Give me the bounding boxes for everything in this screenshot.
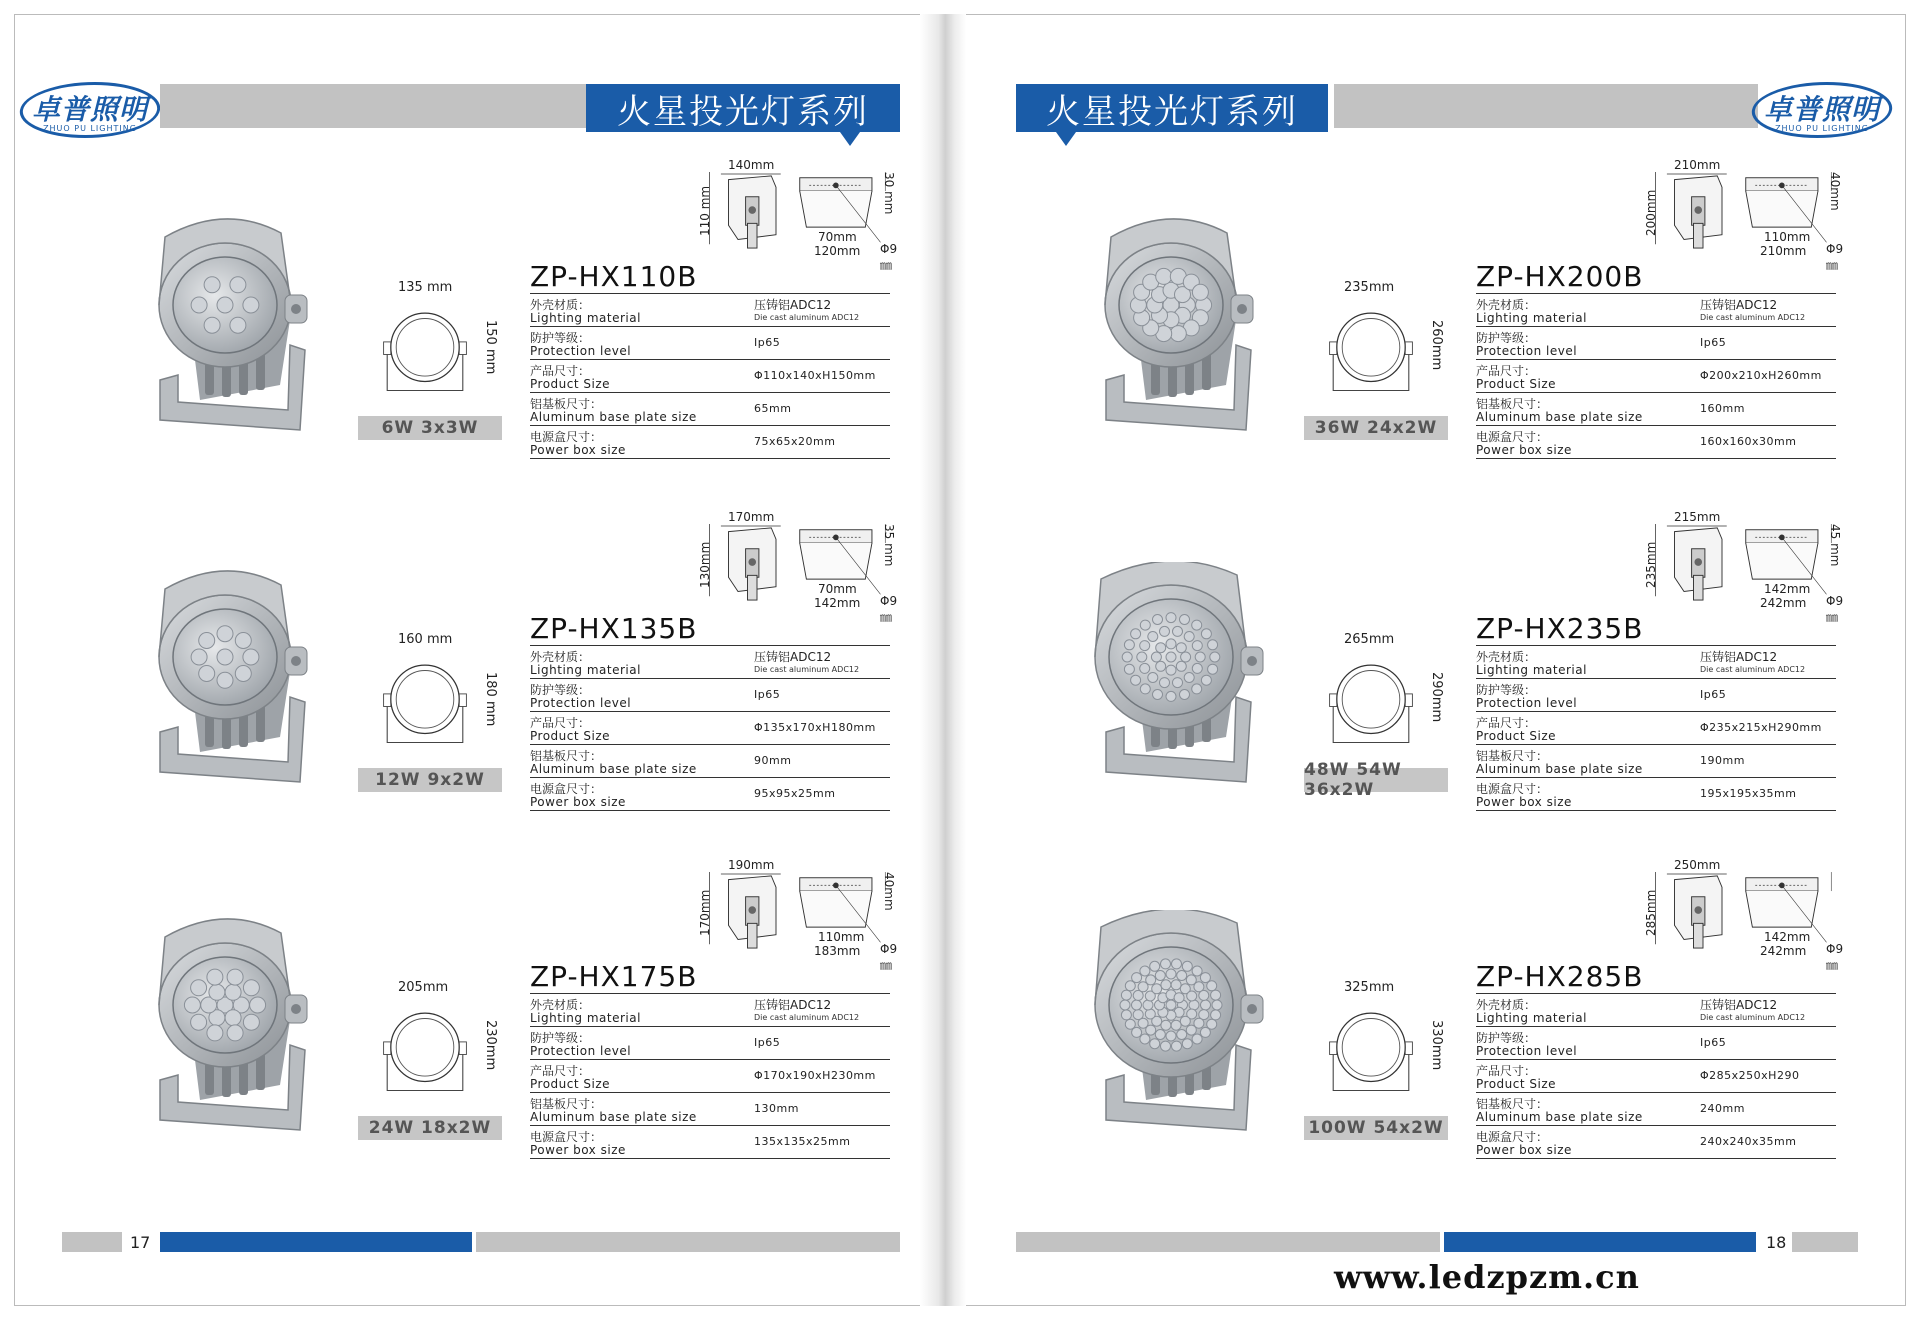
footer-bar-left-blue: [160, 1232, 472, 1252]
product-model: ZP-HX235B: [1476, 612, 1644, 645]
spec-value: 压铸铝ADC12: [754, 998, 832, 1012]
side-bottom-dim-label-2: 142mm: [814, 596, 861, 610]
side-view-drawing: [698, 858, 900, 972]
spec-row: [530, 1060, 890, 1093]
spec-value: 160mm: [1700, 402, 1745, 415]
spec-label-cn: 防护等级：: [1476, 683, 1537, 697]
front-width-label: 325mm: [1344, 980, 1395, 995]
spec-label-en: Aluminum base plate size: [530, 762, 697, 776]
mounting-hole-label: Φ9㎜: [880, 942, 898, 972]
side-bottom-dim-label: 110mm: [818, 930, 865, 944]
spec-value: Ip65: [1700, 688, 1727, 701]
side-bottom-dim-label: 142mm: [1764, 930, 1811, 944]
mounting-hole-label: Φ9㎜: [880, 594, 898, 624]
footer-bar-left-gray2: [476, 1232, 900, 1252]
footer-bar-right-gray2: [1792, 1232, 1858, 1252]
product-model: ZP-HX135B: [530, 612, 698, 645]
wattage-badge: 100W 54x2W: [1304, 1116, 1448, 1140]
spec-value: Φ235x215xH290mm: [1700, 721, 1822, 734]
header-bar-right: [1334, 84, 1758, 128]
spec-value: 压铸铝ADC12: [1700, 998, 1778, 1012]
side-view-drawing: [1644, 858, 1846, 972]
spec-value-en: Die cast aluminum ADC12: [754, 1013, 860, 1022]
spec-value: Ip65: [1700, 1036, 1727, 1049]
spec-table: [1476, 293, 1836, 459]
spec-label-en: Protection level: [530, 696, 632, 710]
spec-label-cn: 产品尺寸：: [1476, 716, 1537, 730]
spec-label-en: Protection level: [530, 1044, 632, 1058]
spec-row: [1476, 327, 1836, 360]
spec-row: [530, 426, 890, 459]
spec-value: Ip65: [754, 688, 781, 701]
spec-label-en: Aluminum base plate size: [1476, 410, 1643, 424]
side-left-dim-label: 130mm: [698, 541, 712, 588]
spec-row: [530, 679, 890, 712]
spec-table: [1476, 645, 1836, 811]
spec-value: 160x160x30mm: [1700, 435, 1797, 448]
product-block: [130, 502, 1030, 842]
spec-row: [1476, 778, 1836, 811]
spec-row: [1476, 745, 1836, 778]
spec-label-cn: 铝基板尺寸：: [530, 749, 603, 763]
side-bottom-dim-label: 142mm: [1764, 582, 1811, 596]
spec-label-en: Protection level: [530, 344, 632, 358]
spec-label-en: Aluminum base plate size: [1476, 762, 1643, 776]
mounting-hole-label: Φ9㎜: [880, 242, 898, 272]
spec-row: [530, 1126, 890, 1159]
spec-row: [530, 327, 890, 360]
product-block: [130, 150, 1030, 490]
wattage-badge: 48W 54W 36x2W: [1304, 768, 1448, 792]
spec-label-en: Product Size: [1476, 1077, 1557, 1091]
spec-value: 240mm: [1700, 1102, 1745, 1115]
spec-label-en: Power box size: [1476, 795, 1572, 809]
side-top-dim-label: 170mm: [728, 510, 775, 524]
spec-row: [530, 393, 890, 426]
floodlight-product-photo: [1076, 910, 1296, 1140]
spec-row: [1476, 646, 1836, 679]
spec-label-en: Protection level: [1476, 696, 1578, 710]
spec-label-en: Power box size: [530, 443, 626, 457]
spec-label-cn: 电源盒尺寸：: [530, 1130, 603, 1144]
front-height-label: 260mm: [1429, 320, 1444, 371]
side-bottom-dim-label: 70mm: [818, 582, 857, 596]
front-height-label: 180 mm: [483, 672, 498, 727]
mounting-hole-label: Φ9㎜: [1826, 242, 1844, 272]
spec-label-en: Lighting material: [530, 311, 641, 325]
product-model: ZP-HX285B: [1476, 960, 1644, 993]
spec-label-cn: 防护等级：: [530, 331, 591, 345]
spec-value: 135x135x25mm: [754, 1135, 851, 1148]
spec-row: [1476, 1126, 1836, 1159]
spec-label-en: Power box size: [1476, 1143, 1572, 1157]
spec-label-en: Aluminum base plate size: [1476, 1110, 1643, 1124]
spec-label-cn: 防护等级：: [1476, 331, 1537, 345]
website-url: www.ledzpzm.cn: [1334, 1258, 1640, 1296]
spec-value: 压铸铝ADC12: [754, 298, 832, 312]
page-number-left: 17: [130, 1233, 151, 1252]
spec-label-cn: 外壳材质：: [1476, 650, 1537, 664]
front-view-drawing: [370, 632, 500, 762]
spec-table: [1476, 993, 1836, 1159]
spec-row: [1476, 393, 1836, 426]
spec-value: 90mm: [754, 754, 792, 767]
side-left-dim-label: 285mm: [1644, 889, 1658, 936]
spec-label-cn: 产品尺寸：: [530, 364, 591, 378]
front-width-label: 205mm: [398, 980, 449, 995]
spec-table: [530, 993, 890, 1159]
spec-value: 75x65x20mm: [754, 435, 836, 448]
front-width-label: 235mm: [1344, 280, 1395, 295]
spec-label-en: Product Size: [1476, 377, 1557, 391]
spec-row: [530, 294, 890, 327]
spec-row: [1476, 1027, 1836, 1060]
spec-value: Φ170x190xH230mm: [754, 1069, 876, 1082]
front-view-drawing: [370, 980, 500, 1110]
side-view-drawing: [1644, 158, 1846, 272]
spec-label-en: Lighting material: [1476, 663, 1587, 677]
product-block: [130, 850, 1030, 1190]
spec-label-en: Product Size: [530, 729, 611, 743]
floodlight-product-photo: [130, 562, 350, 792]
side-left-dim-label: 235mm: [1644, 541, 1658, 588]
spec-row: [530, 1027, 890, 1060]
front-view-drawing: [1316, 632, 1446, 762]
series-title-tab-left: [586, 84, 900, 132]
side-left-dim-label: 170mm: [698, 889, 712, 936]
brand-name-en: ZHUO PU LIGHTING: [1775, 123, 1869, 133]
spec-row: [1476, 294, 1836, 327]
side-bottom-dim-label-2: 242mm: [1760, 944, 1807, 958]
product-block: [1076, 850, 1920, 1190]
spec-row: [1476, 1093, 1836, 1126]
side-top-dim-label: 215mm: [1674, 510, 1721, 524]
side-bottom-dim-label-2: 183mm: [814, 944, 861, 958]
spec-label-cn: 外壳材质：: [530, 298, 591, 312]
side-left-dim-label: 110 mm: [698, 185, 712, 236]
product-model: ZP-HX175B: [530, 960, 698, 993]
floodlight-product-photo: [130, 910, 350, 1140]
spec-value: Φ200x210xH260mm: [1700, 369, 1822, 382]
spec-label-en: Power box size: [1476, 443, 1572, 457]
spec-value-en: Die cast aluminum ADC12: [1700, 665, 1806, 674]
spec-label-cn: 防护等级：: [1476, 1031, 1537, 1045]
spec-label-en: Power box size: [530, 795, 626, 809]
spec-label-cn: 外壳材质：: [1476, 298, 1537, 312]
footer-bar-right-blue: [1444, 1232, 1756, 1252]
front-height-label: 290mm: [1429, 672, 1444, 723]
spec-label-en: Lighting material: [530, 663, 641, 677]
spec-row: [530, 646, 890, 679]
spec-label-en: Power box size: [530, 1143, 626, 1157]
spec-label-en: Aluminum base plate size: [530, 410, 697, 424]
spec-row: [1476, 360, 1836, 393]
spec-row: [1476, 712, 1836, 745]
spec-table: [530, 293, 890, 459]
footer-bar-right-gray: [1016, 1232, 1440, 1252]
side-view-drawing: [698, 510, 900, 624]
spec-value: Φ285x250xH290: [1700, 1069, 1800, 1082]
spec-value: Ip65: [1700, 336, 1727, 349]
spec-label-en: Product Size: [530, 1077, 611, 1091]
brand-name-en: ZHUO PU LIGHTING: [43, 123, 137, 133]
front-width-label: 135 mm: [398, 280, 453, 295]
spec-label-en: Lighting material: [530, 1011, 641, 1025]
spec-label-cn: 铝基板尺寸：: [1476, 397, 1549, 411]
side-bottom-dim-label: 110mm: [1764, 230, 1811, 244]
spec-row: [530, 360, 890, 393]
spec-row: [1476, 679, 1836, 712]
side-view-drawing: [698, 158, 900, 272]
spec-label-cn: 产品尺寸：: [530, 716, 591, 730]
spec-label-cn: 外壳材质：: [530, 650, 591, 664]
front-view-drawing: [1316, 280, 1446, 410]
footer-bar-left-gray: [62, 1232, 122, 1252]
spec-label-cn: 铝基板尺寸：: [1476, 749, 1549, 763]
spec-label-en: Protection level: [1476, 1044, 1578, 1058]
spec-label-en: Lighting material: [1476, 1011, 1587, 1025]
series-title: 火星投光灯系列: [1046, 91, 1298, 132]
spec-value: 压铸铝ADC12: [1700, 298, 1778, 312]
product-model: ZP-HX110B: [530, 260, 698, 293]
spec-table: [530, 645, 890, 811]
side-bottom-dim-label-2: 210mm: [1760, 244, 1807, 258]
spec-value-en: Die cast aluminum ADC12: [1700, 313, 1806, 322]
spec-value: Ip65: [754, 1036, 781, 1049]
spec-value: 195x195x35mm: [1700, 787, 1797, 800]
wattage-badge: 12W 9x2W: [358, 768, 502, 792]
spec-row: [530, 745, 890, 778]
spec-label-en: Protection level: [1476, 344, 1578, 358]
spec-row: [530, 994, 890, 1027]
spec-value: 240x240x35mm: [1700, 1135, 1797, 1148]
side-top-dim-label: 250mm: [1674, 858, 1721, 872]
series-title-tab-right: [1016, 84, 1328, 132]
front-height-label: 330mm: [1429, 1020, 1444, 1071]
header-bar-left: [160, 84, 590, 128]
spec-label-cn: 电源盒尺寸：: [1476, 430, 1549, 444]
spec-label-cn: 产品尺寸：: [530, 1064, 591, 1078]
spec-value: Ip65: [754, 336, 781, 349]
spec-value-en: Die cast aluminum ADC12: [1700, 1013, 1806, 1022]
spec-value: 压铸铝ADC12: [1700, 650, 1778, 664]
spec-label-cn: 外壳材质：: [530, 998, 591, 1012]
spec-value: 130mm: [754, 1102, 799, 1115]
side-right-dim-label: 45 mm: [1828, 524, 1842, 567]
front-height-label: 150 mm: [483, 320, 498, 375]
spec-label-cn: 铝基板尺寸：: [530, 397, 603, 411]
wattage-badge: 36W 24x2W: [1304, 416, 1448, 440]
side-bottom-dim-label-2: 242mm: [1760, 596, 1807, 610]
spec-value: Φ135x170xH180mm: [754, 721, 876, 734]
side-right-dim-label: 30 mm: [882, 172, 896, 215]
spec-label-cn: 电源盒尺寸：: [1476, 782, 1549, 796]
spec-row: [530, 778, 890, 811]
side-right-dim-label: 35 mm: [882, 524, 896, 567]
mounting-hole-label: Φ9㎜: [1826, 942, 1844, 972]
spec-row: [530, 712, 890, 745]
spec-row: [530, 1093, 890, 1126]
spec-row: [1476, 426, 1836, 459]
side-top-dim-label: 210mm: [1674, 158, 1721, 172]
front-height-label: 230mm: [483, 1020, 498, 1071]
spec-row: [1476, 1060, 1836, 1093]
front-view-drawing: [370, 280, 500, 410]
wattage-badge: 6W 3x3W: [358, 416, 502, 440]
page-number-right: 18: [1766, 1233, 1787, 1252]
spec-value-en: Die cast aluminum ADC12: [754, 665, 860, 674]
series-title: 火星投光灯系列: [617, 91, 869, 132]
brand-name-cn: 卓普照明: [1763, 92, 1880, 126]
floodlight-product-photo: [130, 210, 350, 440]
product-block: [1076, 502, 1920, 842]
spec-label-cn: 外壳材质：: [1476, 998, 1537, 1012]
product-model: ZP-HX200B: [1476, 260, 1644, 293]
spec-value: Φ110x140xH150mm: [754, 369, 876, 382]
spec-label-cn: 铝基板尺寸：: [1476, 1097, 1549, 1111]
spec-value: 压铸铝ADC12: [754, 650, 832, 664]
brand-logo-left: [20, 82, 160, 138]
spec-label-cn: 电源盒尺寸：: [530, 782, 603, 796]
spec-value: 190mm: [1700, 754, 1745, 767]
spec-label-cn: 产品尺寸：: [1476, 364, 1537, 378]
brand-name-cn: 卓普照明: [31, 92, 148, 126]
spec-label-cn: 铝基板尺寸：: [530, 1097, 603, 1111]
floodlight-product-photo: [1076, 210, 1296, 440]
side-right-dim-label: 40mm: [882, 872, 896, 911]
spec-row: [1476, 994, 1836, 1027]
brand-logo-right: [1752, 82, 1892, 138]
spec-label-cn: 产品尺寸：: [1476, 1064, 1537, 1078]
spec-value-en: Die cast aluminum ADC12: [754, 313, 860, 322]
side-top-dim-label: 140mm: [728, 158, 775, 172]
side-left-dim-label: 200mm: [1644, 189, 1658, 236]
spec-value: 65mm: [754, 402, 792, 415]
spec-label-en: Aluminum base plate size: [530, 1110, 697, 1124]
side-bottom-dim-label-2: 120mm: [814, 244, 861, 258]
product-block: [1076, 150, 1920, 490]
spec-label-en: Product Size: [1476, 729, 1557, 743]
mounting-hole-label: Φ9㎜: [1826, 594, 1844, 624]
spec-value: 95x95x25mm: [754, 787, 836, 800]
side-right-dim-label: 40mm: [1828, 172, 1842, 211]
floodlight-product-photo: [1076, 562, 1296, 792]
spec-label-cn: 电源盒尺寸：: [1476, 1130, 1549, 1144]
spec-label-en: Lighting material: [1476, 311, 1587, 325]
side-bottom-dim-label: 70mm: [818, 230, 857, 244]
front-width-label: 160 mm: [398, 632, 453, 647]
front-width-label: 265mm: [1344, 632, 1395, 647]
side-top-dim-label: 190mm: [728, 858, 775, 872]
front-view-drawing: [1316, 980, 1446, 1110]
side-view-drawing: [1644, 510, 1846, 624]
spec-label-cn: 防护等级：: [530, 1031, 591, 1045]
spec-label-cn: 防护等级：: [530, 683, 591, 697]
spec-label-cn: 电源盒尺寸：: [530, 430, 603, 444]
wattage-badge: 24W 18x2W: [358, 1116, 502, 1140]
spec-label-en: Product Size: [530, 377, 611, 391]
